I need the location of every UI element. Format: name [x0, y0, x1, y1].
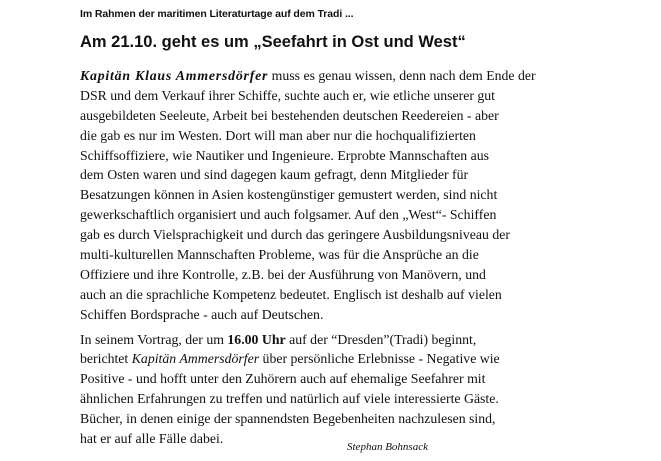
text-line: gab es durch Vielsprachigkeit und durch das geringere Ausbildungsniveau der: [80, 227, 510, 243]
text-line: [80, 330, 640, 350]
text-line: [80, 349, 640, 369]
text-line: ausgebildeten Seeleute, Arbeit bei bestehenden deutschen Reedereien - aber: [80, 107, 499, 123]
article-body: [80, 66, 640, 449]
text-line: gewerkschaftlich organisiert und auch folgsamer. Auf den „West“- Schiffen: [80, 207, 497, 223]
text-line: Besatzungen können in Asien kostengünstiger gemustert werden, sind nicht: [80, 187, 498, 203]
headline: Am 21.10. geht es um „Seefahrt in Ost und West“: [80, 33, 466, 51]
text-line: Offiziere und ihre Kontrolle, z.B. bei der Ausführung von Manövern, und: [80, 266, 486, 282]
text-line: die gab es nur im Westen. Dort will man aber nur die hochqualifizierten: [80, 127, 476, 143]
text-span: muss es genau wissen, denn nach dem Ende der: [268, 68, 536, 83]
text-span: berichtet: [80, 351, 132, 367]
text-span: auf der “Dresden”(Tradi) beginnt,: [285, 331, 477, 347]
signature: Stephan Bohnsack: [347, 441, 428, 453]
text-line: auch an die sprachliche Kompetenz bedeutet. Englisch ist deshalb auf vielen: [80, 286, 502, 302]
text-line: hat er auf alle Fälle dabei.: [80, 431, 224, 447]
text-line: DSR und dem Verkauf ihrer Schiffe, suchte auch er, wie etliche unserer gut: [80, 87, 496, 103]
text-line: dem Osten waren und sind dagegen kaum gefragt, denn Mitglieder für: [80, 167, 469, 183]
text-line: ähnlichen Erfahrungen zu treffen und natürlich auf viele interessierte Gäste.: [80, 391, 499, 407]
text-span: über persönliche Erlebnisse - Negative wie: [259, 351, 500, 367]
author-name: Kapitän Klaus Ammersdörfer: [80, 68, 269, 83]
paragraph-1: [80, 66, 640, 325]
speaker-name: Kapitän Ammersdörfer: [131, 351, 260, 367]
text-span: In seinem Vortrag, der um: [80, 331, 228, 347]
text-line: Schiffen Bordsprache - auch auf Deutschen.: [80, 306, 324, 322]
text-line: [80, 66, 640, 86]
event-time: 16.00 Uhr: [227, 331, 286, 347]
paragraph-2: [80, 330, 640, 449]
text-line: Positive - und hofft unter den Zuhörern auch auf ehemalige Seefahrer mit: [80, 371, 486, 387]
text-line: multi-kulturellen Mannschaften Probleme, was für die Ansprüche an die: [80, 247, 479, 263]
text-line: Bücher, in denen einige der spannendsten Begebenheiten nachzulesen sind,: [80, 411, 496, 427]
kicker-line: Im Rahmen der maritimen Literaturtage auf dem Tradi ...: [80, 8, 354, 20]
text-line: Schiffsoffiziere, wie Nautiker und Ingenieure. Erprobte Mannschaften aus: [80, 147, 490, 163]
